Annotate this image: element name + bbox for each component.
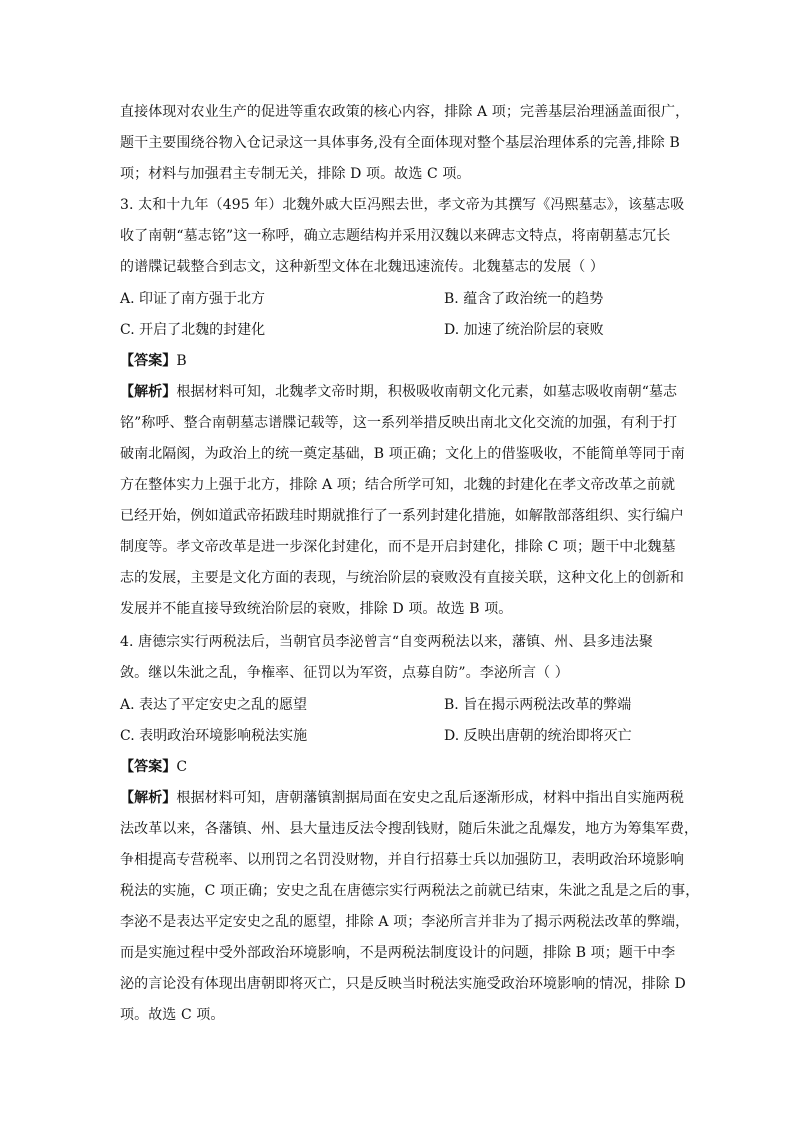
question-4-option-a: A. 表达了平定安史之乱的愿望: [120, 697, 308, 713]
question-3-stem-line: 3. 太和十九年（495 年）北魏外戚大臣冯熙去世，孝文帝为其撰写《冯熙墓志》，该墓志吸: [120, 197, 685, 213]
question-4-analysis-line: 法改革以来，各藩镇、州、县大量违反法令搜刮钱财，随后朱泚之乱爆发，地方为筹集军费，: [120, 821, 699, 837]
question-4-analysis-line: 税法的实施，C 项正确；安史之乱在唐德宗实行两税法之前就已结束，朱泚之乱是之后的事，: [120, 883, 700, 899]
question-4-analysis-line: 争相提高专营税率、以刑罚之名罚没财物，并自行招募士兵以加强防卫，表明政治环境影响: [120, 852, 684, 868]
question-3-analysis-line: 方在整体实力上强于北方，排除 A 项；结合所学可知，北魏的封建化在孝文帝改革之前就: [120, 477, 676, 493]
question-3-analysis-line: 发展并不能直接导致统治阶层的衰败，排除 D 项。故选 B 项。: [120, 601, 513, 617]
intro-line: 题干主要围绕谷物入仓记录这一具体事务,没有全面体现对整个基层治理体系的完善,排除 B: [120, 135, 680, 151]
question-4-analysis-line: 李泌不是表达平定安史之乱的愿望，排除 A 项；李泌所言并非为了揭示两税法改革的弊端，: [120, 914, 690, 930]
question-4-stem-line: 4. 唐德宗实行两税法后，当朝官员李泌曾言“自变两税法以来，藩镇、州、县多违法聚: [120, 634, 653, 650]
question-3-option-c: C. 开启了北魏的封建化: [120, 322, 266, 338]
intro-line: 项；材料与加强君主专制无关，排除 D 项。故选 C 项。: [120, 166, 471, 182]
answer-label: 【答案】: [120, 759, 177, 775]
question-4-analysis-line: 泌的言论没有体现出唐朝即将灭亡，只是反映当时税法实施受政治环境影响的情况，排除 D: [120, 976, 686, 992]
question-3-analysis-line: 铭”称呼、整合南朝墓志谱牒记载等，这一系列举措反映出南北文化交流的加强，有利于打: [120, 415, 678, 431]
question-3-analysis-line: 破南北隔阂，为政治上的统一奠定基础，B 项正确；文化上的借鉴吸收，不能简单等同于南: [120, 446, 685, 462]
question-3-option-b: B. 蕴含了政治统一的趋势: [444, 291, 604, 307]
answer-value: C: [176, 759, 188, 775]
question-4-analysis-line: 而是实施过程中受外部政治环境影响，不是两税法制度设计的问题，排除 B 项；题干中李: [120, 945, 676, 961]
question-3-analysis-line: 已经开始，例如道武帝拓跋珪时期就推行了一系列封建化措施，如解散部落组织、实行编户: [120, 508, 684, 524]
question-4-option-c: C. 表明政治环境影响税法实施: [120, 728, 308, 744]
question-3-stem-line: 的谱牒记载整合到志文，这种新型文体在北魏迅速流传。北魏墓志的发展（ ）: [120, 259, 604, 275]
analysis-text: 根据材料可知，北魏孝文帝时期，积极吸收南朝文化元素，如墓志吸收南朝“墓志: [176, 384, 678, 400]
question-3-option-a: A. 印证了南方强于北方: [120, 291, 266, 307]
analysis-text: 根据材料可知，唐朝藩镇割据局面在安史之乱后逐渐形成，材料中指出自实施两税: [176, 790, 685, 806]
intro-line: 直接体现对农业生产的促进等重农政策的核心内容，排除 A 项；完善基层治理涵盖面很广，: [120, 104, 690, 120]
question-3-option-d: D. 加速了统治阶层的衰败: [444, 322, 604, 338]
question-3-analysis-line: 制度等。孝文帝改革是进一步深化封建化，而不是开启封建化，排除 C 项；题干中北魏墓: [120, 539, 676, 555]
question-4-analysis-line: [120, 788, 685, 808]
analysis-label: 【解析】: [120, 384, 177, 400]
answer-label: 【答案】: [120, 353, 177, 369]
question-4-option-d: D. 反映出唐朝的统治即将灭亡: [444, 728, 632, 744]
question-4-analysis-line: 项。故选 C 项。: [120, 1007, 225, 1023]
answer-value: B: [176, 353, 187, 369]
analysis-label: 【解析】: [120, 790, 177, 806]
question-3-stem-line: 收了南朝“墓志铭”这一称呼，确立志题结构并采用汉魏以来碑志文特点，将南朝墓志冗长: [120, 228, 671, 244]
question-4-stem-line: 敛。继以朱泚之乱，争権率、征罚以为军资，点募自防”。李泌所言（ ）: [120, 665, 569, 681]
question-4-option-b: B. 旨在揭示两税法改革的弊端: [444, 697, 632, 713]
question-3-analysis-line: [120, 382, 680, 402]
question-3-analysis-line: 志的发展，主要是文化方面的表现，与统治阶层的衰败没有直接关联，这种文化上的创新和: [120, 570, 684, 586]
question-4-answer: [120, 757, 680, 777]
question-3-answer: [120, 351, 680, 371]
